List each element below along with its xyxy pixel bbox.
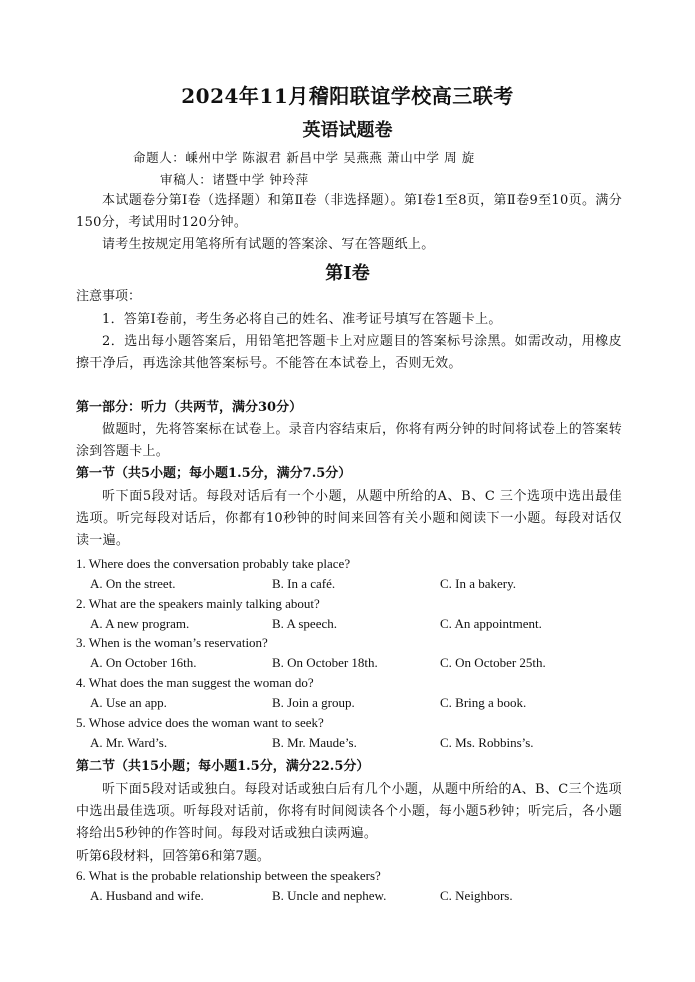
note-item: 1．答第Ⅰ卷前，考生务必将自己的姓名、准考证号填写在答题卡上。 [102,312,502,327]
option-a: A. Mr. Ward’s. [90,735,168,750]
option-a: A. Husband and wife. [90,888,204,903]
option-b: B. Mr. Maude’s. [272,735,357,750]
option-b: B. A speech. [272,616,337,631]
option-b: B. In a café. [272,576,336,591]
question-5: 5. Whose advice does the woman want to seek? [76,715,324,730]
option-c: C. An appointment. [440,616,542,631]
option-b: B. On October 18th. [272,655,378,670]
part2-heading: 第二节（共15小题；每小题1.5分，满分22.5分） [76,759,370,774]
option-c: C. Bring a book. [440,695,527,710]
part1-heading: 第一节（共5小题；每小题1.5分，满分7.5分） [76,466,352,481]
option-a: A. Use an app. [90,695,167,710]
question-setters: 命题人：嵊州中学 陈淑君 新昌中学 吴燕燕 萧山中学 周 旋 [133,150,475,165]
question-3: 3. When is the woman’s reservation? [76,635,268,650]
exam-title: 2024年11月稽阳联谊学校高三联考 [181,84,514,108]
question-1: 1. Where does the conversation probably take place? [76,556,351,571]
part-one-title: 第Ⅰ卷 [325,263,370,284]
reviewer: 审稿人：诸暨中学 钟玲萍 [160,172,309,187]
option-c: C. Ms. Robbins’s. [440,735,534,750]
question-2: 2. What are the speakers mainly talking about? [76,596,320,611]
option-b: B. Join a group. [272,695,355,710]
option-a: A. On the street. [90,576,176,591]
intro-paragraph: 本试题卷分第Ⅰ卷（选择题）和第Ⅱ卷（非选择题）。第Ⅰ卷1至8页，第Ⅱ卷9至10页。满分150分，考试用时120分钟。 [76,193,622,230]
option-b: B. Uncle and nephew. [272,888,387,903]
option-c: C. In a bakery. [440,576,517,591]
notes-heading: 注意事项： [76,289,142,304]
part2-desc: 听下面5段对话或独白。每段对话或独白后有几个小题，从题中所给的A、B、C三个选项中选出最佳选项。听每段对话前，你将有时间阅读各个小题，每小题5秒钟；听完后，各小题将给出5秒钟的作答时间。每段对话或独白读两遍。 [76,782,622,841]
section-listening-heading: 第一部分：听力（共两节，满分30分） [76,400,303,415]
material-6-instruction: 听第6段材料，回答第6和第7题。 [76,849,270,864]
option-c: C. On October 25th. [440,655,546,670]
answer-instruction: 请考生按规定用笔将所有试题的答案涂、写在答题纸上。 [102,237,435,252]
section-listening-desc: 做题时，先将答案标在试卷上。录音内容结束后，你将有两分钟的时间将试卷上的答案转涂到答题卡上。 [76,422,622,459]
exam-subtitle: 英语试题卷 [302,120,393,141]
question-6: 6. What is the probable relationship between the speakers? [76,868,381,883]
option-a: A. On October 16th. [90,655,197,670]
note-item: 2．选出每小题答案后，用铅笔把答题卡上对应题目的答案标号涂黑。如需改动，用橡皮擦干净后，再选涂其他答案标号。不能答在本试卷上，否则无效。 [76,334,622,371]
part1-desc: 听下面5段对话。每段对话后有一个小题，从题中所给的A、B、C 三个选项中选出最佳选项。听完每段对话后，你都有10秒钟的时间来回答有关小题和阅读下一小题。每段对话仅读一遍。 [76,489,622,548]
option-c: C. Neighbors. [440,888,513,903]
option-a: A. A new program. [90,616,190,631]
question-4: 4. What does the man suggest the woman do? [76,675,314,690]
